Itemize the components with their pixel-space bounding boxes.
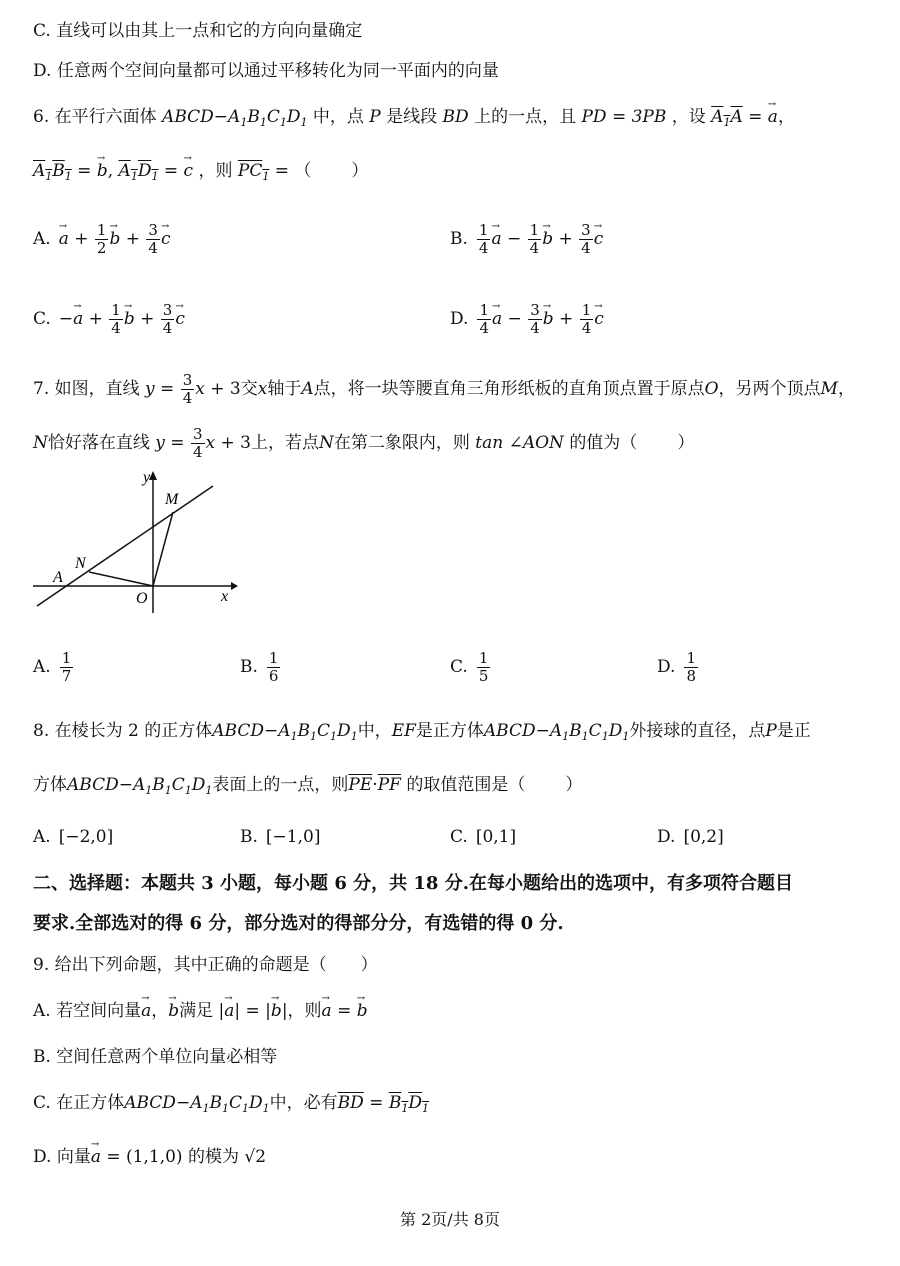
q9-option-b: B. 空间任意两个单位向量必相等 [33, 1047, 278, 1067]
q8-option-a: A. [−2,0] [33, 827, 114, 847]
q9-option-a: A. 若空间向量→ a，→ b满足 |→ a| = |→ b|，则→ a = → b [33, 998, 368, 1024]
q6-option-d: D. $\frac{1}{4}$ → a − $\frac{3}{4}$ → b + $\frac{1}{4}$ → c [450, 302, 604, 337]
section2-header-line1: 二、选择题：本题共 3 小题，每小题 6 分，共 18 分.在每小题给出的选项中，有多项符合题目 [33, 873, 793, 894]
q6-option-a: A. → a + $\frac{1}{2}$ → b + $\frac{3}{4}$ → c [33, 222, 170, 257]
q6-option-b: B. $\frac{1}{4}$ → a − $\frac{1}{4}$ → b + $\frac{3}{4}$ → c [450, 222, 603, 257]
q8-stem-line1: 8. 在棱长为 2 的正方体$ABCD-A_1B_1C_1D_1$中，EF是正方体$ABCD-A_1B_1C_1D_1$外接球的直径，点P是正 [33, 721, 811, 743]
label-n: N [75, 555, 86, 572]
q8-option-b: B. [−1,0] [240, 827, 321, 847]
q6-option-c: C. −→ a + $\frac{1}{4}$ → b + $\frac{3}{4}$ → c [33, 302, 185, 337]
line-l [37, 486, 213, 606]
q7-stem-line1: 7. 如图，直线 y = $\frac{3}{4}$ x + 3交x轴于A点，将一块等腰直角三角形纸板的直角顶点置于原点O，另两个顶点M， [33, 371, 855, 407]
q9-option-d: D. 向量→ a = (1,1,0) 的模为 √2 [33, 1144, 266, 1170]
q7-option-b: B. $\frac{1}{6}$ [240, 649, 279, 685]
q8-stem-line2: 方体$ABCD-A_1B_1C_1D_1$表面上的一点，则$\overline{PE}\cdot\overline{PF}$ 的取值范围是（ ） [33, 775, 583, 797]
q7-option-a: A. $\frac{1}{7}$ [33, 649, 72, 685]
q7-option-c: C. $\frac{1}{5}$ [450, 649, 489, 685]
label-x: x [221, 588, 229, 605]
label-a: A [53, 569, 63, 586]
section2-header-line2: 要求.全部选对的得 6 分，部分选对的得部分分，有选错的得 0 分. [33, 913, 564, 934]
x-axis-arrow [231, 582, 238, 590]
q5-option-d: D. 任意两个空间向量都可以通过平移转化为同一平面内的向量 [33, 61, 499, 81]
q6-stem-line2: $A_1B_1$ = → b, $A_1D_1$ = → c ，则 $PC_1$ = （ ） [33, 158, 368, 190]
q9-stem: 9. 给出下列命题，其中正确的命题是（ ） [33, 955, 378, 975]
q8-option-c: C. [0,1] [450, 827, 517, 847]
label-y: y [143, 469, 151, 486]
segment-on [89, 572, 153, 586]
segment-om [153, 512, 173, 586]
q9-option-c: C. 在正方体$ABCD-A_1B_1C_1D_1$中，必有$\overline{BD} = B_1D_1$ [33, 1093, 429, 1115]
q7-option-d: D. $\frac{1}{8}$ [657, 649, 696, 685]
label-m: M [165, 491, 179, 508]
q7-stem-line2: N恰好落在直线 y = $\frac{3}{4}$ x + 3上，若点N在第二象限内，则 tan ∠AON 的值为（ ） [33, 425, 695, 461]
q6-stem-line1: 6. 在平行六面体 $ABCD-A_1B_1C_1D_1$ 中，点 P 是线段 BD 上的一点，且 PD = 3PB ，设 $A_1A$ = → a， [33, 104, 795, 136]
label-o: O [136, 590, 148, 607]
q5-option-c: C. 直线可以由其上一点和它的方向向量确定 [33, 21, 363, 41]
page-footer: 第 2页/共 8页 [400, 1210, 500, 1229]
q7-figure [33, 468, 243, 618]
y-axis-arrow [149, 471, 157, 480]
q8-option-d: D. [0,2] [657, 827, 724, 847]
